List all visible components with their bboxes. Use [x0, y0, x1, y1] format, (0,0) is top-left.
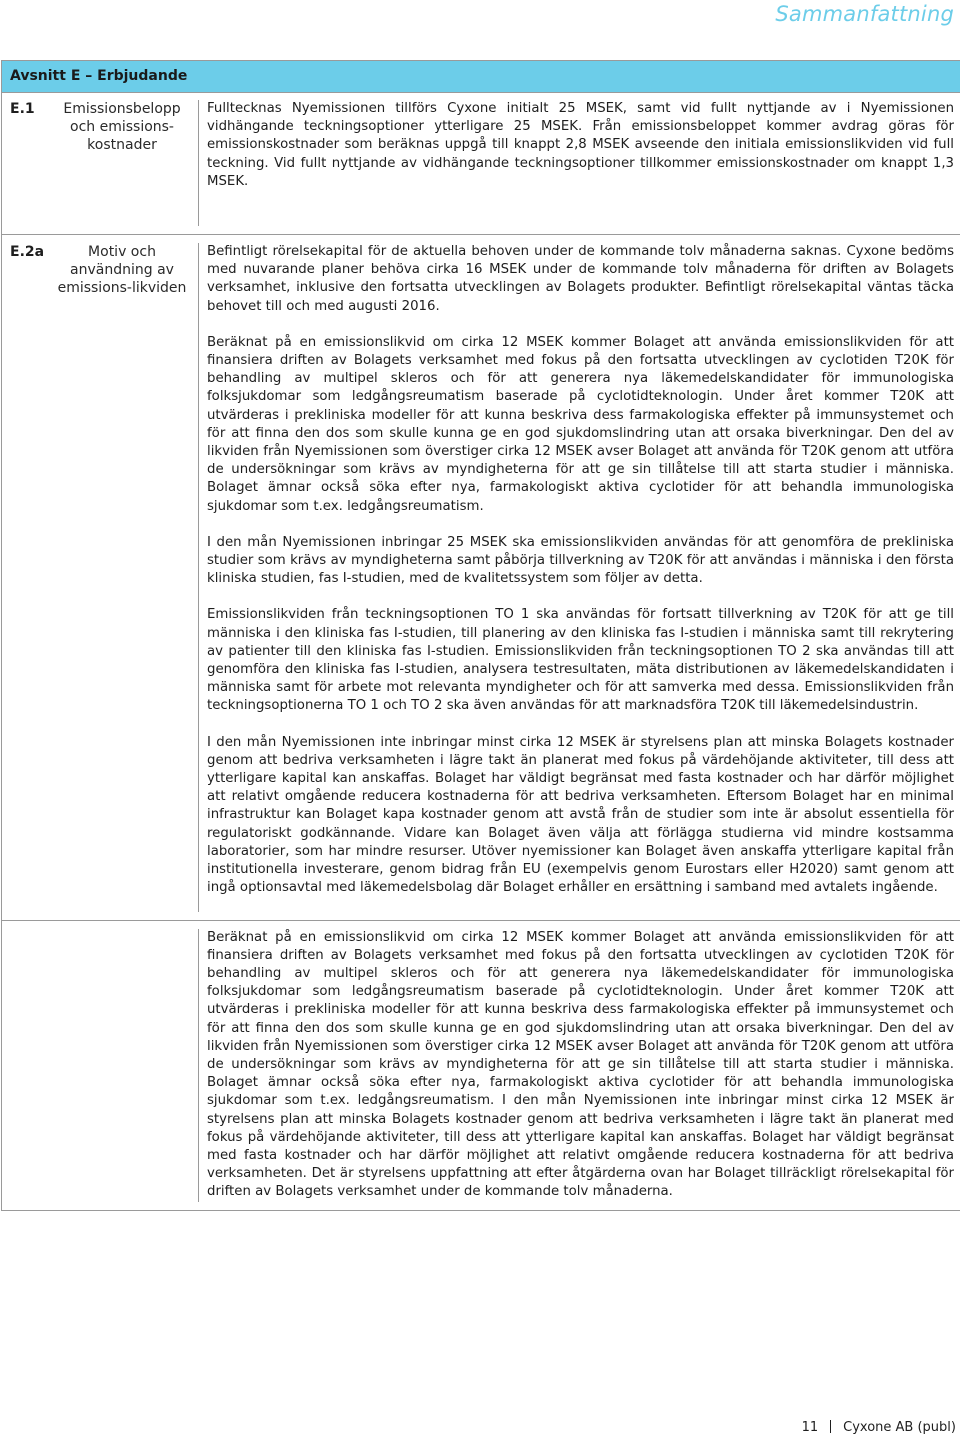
paragraph: Emissionslikviden från teckningsoptionen TO 1 ska användas för fortsatt tillverkning av T20K för att ge till människa i den kliniska fas I-studien, till planering av den kliniska fas I-studien i människa samt till rekrytering av patienter till den kliniska fas I-studien. Emissionslikviden från teckningsoptionen TO 2 ska användas till att genomföra den kliniska fas I-studien, analysera testresultaten, mäta distributionen av läkemedelskandidaten i människa samt för arbete mot relevanta myndigheter och för att samverka med dessa. Emissionslikviden från teckningsoptionerna TO 1 och TO 2 ska även användas för att marknadsföra T20K till läkemedelsindustrin. — [207, 607, 954, 714]
company-name: Cyxone AB (publ) — [843, 1420, 956, 1435]
table-row — [2, 234, 960, 920]
page-footer — [802, 1420, 956, 1435]
page-number: 11 — [801, 1420, 819, 1435]
paragraph: I den mån Nyemissionen inte inbringar minst cirka 12 MSEK är styrelsens plan att minska Bolagets kostnader genom att bedriva verksamheten i lägre takt än planerat med fokus på värdehöjande aktiviteter, till dess att ytterligare kapital kan anskaffas. Bolaget har väldigt begränsat med fasta kostnader och har därför möjlighet att relativt omgående reducera kostnaderna för att bedriva verksamheten. Eftersom Bolaget har en minimal infrastruktur kan Bolaget kapa kostnader genom att avstå från de studier som inte är absolut essentiella för regulatoriskt godkännande. Vidare kan Bolaget även välja att förlägga studierna vid mindre kostsamma laboratorier, som har mindre resurser. Utöver nyemissioner kan Bolaget även anskaffa ytterligare kapital från institutionella investerare, genom bidrag från EU (exempelvis genom Eurostars eller H2020) samt genom att ingå optionsavtal med läkemedelsbolag där Bolaget erhåller en ersättning i samband med avtalets ingående. — [207, 734, 954, 896]
paragraph: Befintligt rörelsekapital för de aktuella behoven under de kommande tolv månaderna saknas. Cyxone bedöms med nuvarande planer behöva cirka 16 MSEK under de kommande tolv månaderna för driften av Bolagets verksamhet, inklusive den fortsatta utvecklingen av Bolagets produkter. Befintligt rörelsekapital väntas täcka behovet till och med augusti 2016. — [207, 244, 954, 314]
row-content — [198, 929, 960, 1202]
footer-divider — [830, 1420, 831, 1433]
paragraph: Fulltecknas Nyemissionen tillförs Cyxone initialt 25 MSEK, samt vid fullt nyttjande av i Nyemissionen vidhängande teckningsoptioner ytterligare 25 MSEK. Från emissionsbeloppet kommer avdrag göras för emissionskostnader som beräknas uppgå till knappt 2,8 MSEK avseende den initiala emissionslikviden vid full teckning. Vid fullt nyttjande av vidhängande teckningsoptioner tillkommer emissionskostnader om knappt 1,3 MSEK. — [207, 101, 954, 189]
paragraph: I den mån Nyemissionen inbringar 25 MSEK ska emissionslikviden användas för att genomföra de prekliniska studier som krävs av myndigheterna samt påbörja tillverkning av T20K för att användas i människa i den första kliniska studien, fas I-studien, med de kvalitetssystem som följer av detta. — [207, 534, 954, 587]
row-label: Motiv och användning av emissions-likviden — [57, 244, 187, 296]
row-content — [198, 243, 960, 912]
table-row — [2, 920, 960, 1210]
paragraph: Beräknat på en emissionslikvid om cirka 12 MSEK kommer Bolaget att använda emissionslikviden för att finansiera driften av Bolagets verksamhet med fokus på den fortsatta utvecklingen av cyclotiden T20K för behandling av multipel skleros och för att generera nya läkemedelskandidater för immunologiska folksjukdomar som ledgångsreumatism baserade på cyclotidteknologin. Under året kommer T20K att utvärderas i prekliniska modeller för att kunna beskriva dess farmakologiska effekter på immunsystemet och för att finna den dos som skulle kunna ge en god sjukdomslindring utan att orsaka biverkningar. Den del av likviden från Nyemissionen som överstiger cirka 12 MSEK avser Bolaget att använda för T20K genom att utföra de undersökningar som krävs av myndigheterna för att ge sin tillåtelse till att starta studier i människa. Bolaget ämnar också söka efter nya, farmakologiskt aktiva cyclotider för att behandla immunologiska sjukdomar som t.ex. ledgångsreumatism. I den mån Nyemissionen inte inbringar minst cirka 12 MSEK är styrelsens plan att minska Bolagets kostnader genom att bedriva verksamheten i lägre takt än planerat med fokus på värdehöjande aktiviteter, till dess att ytterligare kapital kan anskaffas. Bolaget har väldigt begränsat med fasta kostnader och har därför möjlighet att relativt omgående reducera kostnaderna för att bedriva verksamheten. Det är styrelsens uppfattning att efter åtgärderna ovan har Bolaget tillräckligt rörelsekapital för driften av Bolagets verksamhet under de kommande tolv månaderna. — [207, 929, 954, 1200]
page-header-title: Sammanfattning — [775, 2, 954, 26]
table-row — [2, 93, 960, 234]
section-title: Avsnitt E – Erbjudande — [2, 61, 960, 93]
row-code: E.1 — [10, 101, 35, 117]
paragraph: Beräknat på en emissionslikvid om cirka 12 MSEK kommer Bolaget att använda emissionslikviden för att finansiera driften av Bolagets verksamhet med fokus på den fortsatta utvecklingen av cyclotiden T20K för behandling av multipel skleros och för att generera nya läkemedelskandidater för immunologiska folksjukdomar som ledgångsreumatism baserade på cyclotidteknologin. Under året kommer T20K att utvärderas i prekliniska modeller för att kunna beskriva dess farmakologiska effekter på immunsystemet och för att finna den dos som skulle kunna ge en god sjukdomslindring utan att orsaka biverkningar. Den del av likviden från Nyemissionen som överstiger cirka 12 MSEK avser Bolaget att använda för T20K genom att utföra de undersökningar som krävs av myndigheterna för att ge sin tillåtelse till att starta studier i människa. Bolaget ämnar också söka efter nya, farmakologiskt aktiva cyclotider för att behandla immunologiska sjukdomar som t.ex. ledgångsreumatism. — [207, 334, 954, 514]
row-content — [198, 100, 960, 226]
row-code: E.2a — [10, 244, 45, 260]
summary-table — [1, 60, 960, 1211]
row-label: Emissionsbelopp och emissions-kostnader — [63, 101, 181, 153]
